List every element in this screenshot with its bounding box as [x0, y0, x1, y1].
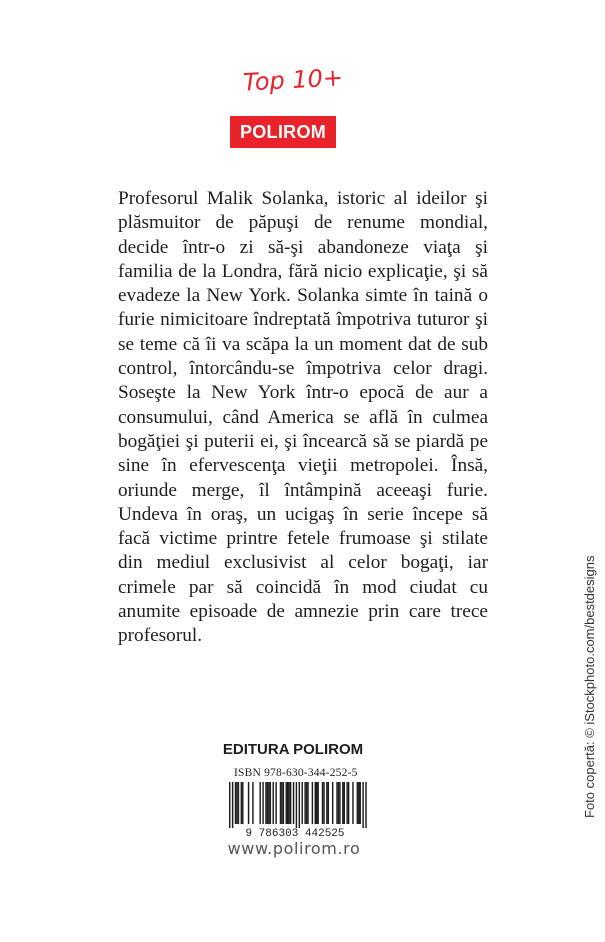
barcode-bar — [312, 782, 313, 824]
barcode-bar — [252, 782, 253, 824]
barcode-bar — [315, 782, 316, 824]
isbn-label: ISBN 978-630-344-252-5 — [234, 767, 358, 779]
barcode-bar — [362, 782, 363, 828]
barcode-bar — [358, 782, 359, 824]
barcode-bar — [323, 782, 324, 824]
barcode-bar — [339, 782, 340, 824]
barcode-bar — [229, 782, 230, 828]
barcode-bar — [270, 782, 271, 824]
barcode-bar — [286, 782, 287, 824]
barcode-bar — [342, 782, 343, 824]
barcode-bar — [338, 782, 339, 824]
barcode-bar — [259, 782, 260, 824]
barcode-bar — [280, 782, 281, 824]
barcode-bar — [268, 782, 269, 824]
barcode-bar — [332, 782, 333, 824]
barcode-bar — [316, 782, 317, 824]
barcode-bar — [296, 782, 297, 828]
barcode-bar — [328, 782, 329, 824]
barcode-bar — [235, 782, 236, 824]
barcode-bar — [302, 782, 303, 824]
publisher-logo: POLIROM — [230, 116, 336, 148]
barcode-digits: 9 786303 442525 — [245, 828, 345, 838]
barcode-bar — [307, 782, 308, 824]
barcode-bar — [283, 782, 284, 824]
barcode-bar — [360, 782, 361, 824]
barcode-bar — [293, 782, 294, 824]
barcode-bar — [299, 782, 300, 828]
blurb-paragraph: Profesorul Malik Solanka, istoric al ideilor şi plăsmuitor de păpuşi de renume mondial, decide într-o zi să-şi abandoneze viaţa şi familia de la Londra, fără nicio explicaţie, şi să evadeze la New York. Solanka simte în taină o furie nimicitoare îndreptată împotriva tuturor şi se teme că îi va scăpa la un moment dat de sub control, întorcându-se împotriva celor dragi. Soseşte la New York într-o epocă de aur a consumului, când America se află în culmea bogăţiei şi puterii ei, şi încearcă să se piardă pe sine în efervescenţa vieţii metropolei. Însă, oriunde merge, îl întâmpină aceeaşi furie. Undeva în oraş, un ucigaş în serie începe să facă victime printre fetele frumoase şi stilate din mediul exclusivist al celor bogaţi, iar crimele par să coincidă în mod ciudat cu anumite episoade de amnezie prin care trece profesorul. — [118, 188, 488, 647]
barcode-bar — [346, 782, 347, 824]
barcode-bar — [317, 782, 318, 824]
barcode-bar — [348, 782, 349, 824]
barcode-bar — [306, 782, 307, 824]
barcode-bar — [241, 782, 242, 824]
publisher-website: www.polirom.ro — [227, 839, 361, 858]
barcode-bar — [287, 782, 288, 824]
barcode-bar — [326, 782, 327, 824]
photo-credit: Foto copertă: © iStockphoto.com/bestdesigns — [582, 555, 597, 818]
barcode-bar — [275, 782, 276, 824]
barcode-bar — [281, 782, 282, 824]
barcode-bar — [232, 782, 233, 828]
back-cover-blurb — [118, 187, 488, 649]
barcode-bar — [248, 782, 249, 824]
barcode-bar — [344, 782, 345, 824]
barcode-bar — [242, 782, 243, 824]
barcode-bar — [357, 782, 358, 824]
barcode-bar — [273, 782, 274, 824]
barcode-bar — [236, 782, 237, 824]
barcode-bar — [352, 782, 353, 824]
barcode-bar — [238, 782, 239, 824]
barcode-bar — [365, 782, 366, 828]
barcode-bar — [267, 782, 268, 824]
publisher-imprint: EDITURA POLIROM — [222, 741, 364, 758]
barcode-bar — [265, 782, 266, 824]
barcode-bar — [262, 782, 263, 824]
barcode-bar — [290, 782, 291, 824]
barcode-bar — [322, 782, 323, 824]
barcode-bar — [288, 782, 289, 824]
barcode-bar — [304, 782, 305, 824]
series-logo: Top 10+ — [242, 63, 344, 97]
isbn-barcode — [217, 782, 373, 838]
barcode-bar — [336, 782, 337, 824]
